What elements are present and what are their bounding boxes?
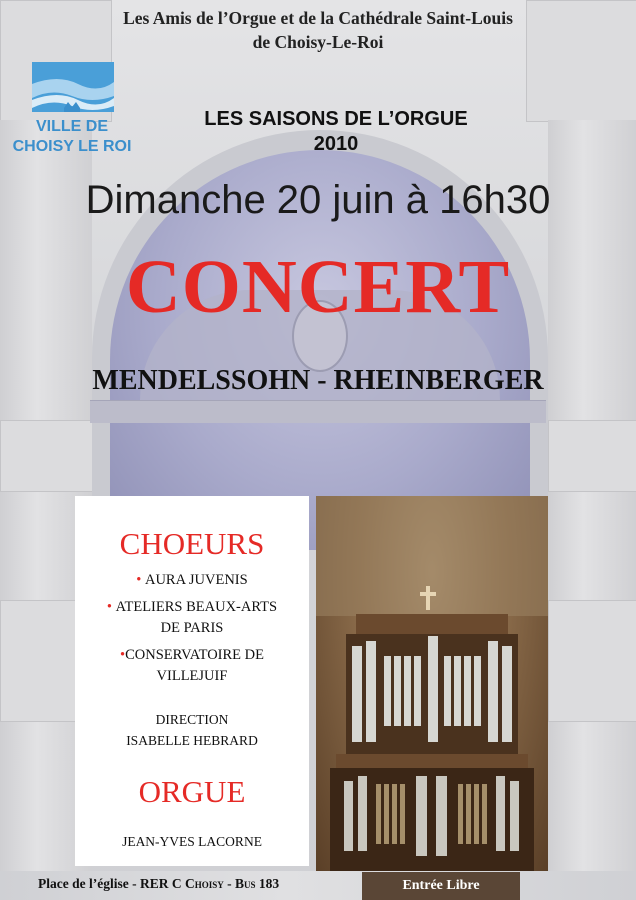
choir-item bbox=[75, 599, 309, 616]
bullet-icon: • bbox=[106, 599, 112, 615]
admission-text: Entrée Libre bbox=[402, 878, 480, 893]
logo-text-line1: VILLE DE bbox=[35, 118, 108, 135]
location-prefix: Place de l’église - RER C bbox=[38, 876, 185, 891]
organist-name: JEAN-YVES LACORNE bbox=[122, 834, 262, 849]
facade-stone bbox=[0, 420, 94, 492]
choir-name: CONSERVATOIRE DE bbox=[125, 647, 264, 663]
pipe-organ-image bbox=[316, 496, 548, 871]
director-name: ISABELLE HEBRARD bbox=[126, 733, 258, 748]
concert-date: Dimanche 20 juin à 16h30 bbox=[85, 178, 551, 222]
choir-name: AURA JUVENIS bbox=[144, 572, 248, 588]
choir-item bbox=[75, 572, 309, 589]
bus-line: Bus 183 bbox=[234, 876, 280, 891]
right-pilaster bbox=[548, 120, 636, 900]
location-separator: - bbox=[223, 876, 235, 891]
bullet-icon: • bbox=[136, 572, 142, 588]
composers: MENDELSSOHN - RHEINBERGER bbox=[92, 365, 544, 396]
admission-badge bbox=[362, 872, 520, 900]
choirs-heading: CHOEURS bbox=[119, 526, 265, 561]
choir-item bbox=[75, 647, 309, 664]
organ-heading: ORGUE bbox=[138, 774, 246, 809]
location-info bbox=[38, 876, 279, 892]
season-year: 2010 bbox=[313, 133, 359, 155]
ville-choisy-logo bbox=[8, 60, 136, 172]
door-lintel bbox=[90, 400, 546, 423]
choir-name-continued: DE PARIS bbox=[160, 620, 224, 636]
organization-line-2: de Choisy-Le-Roi bbox=[252, 32, 384, 52]
choir-name: ATELIERS BEAUX-ARTS bbox=[115, 599, 278, 615]
concert-headline: CONCERT bbox=[125, 245, 511, 329]
choir-name-continued: VILLEJUIF bbox=[156, 668, 228, 684]
season-title: LES SAISONS DE L’ORGUE bbox=[204, 108, 468, 130]
organization-line-1: Les Amis de l’Orgue et de la Cathédrale Saint-Louis bbox=[123, 8, 513, 28]
logo-text-line2: CHOISY LE ROI bbox=[12, 138, 132, 155]
facade-stone bbox=[548, 420, 636, 492]
organ-photo bbox=[316, 496, 548, 871]
bullet-icon: • bbox=[120, 647, 126, 663]
direction-label: DIRECTION bbox=[155, 712, 229, 727]
rer-station: Choisy bbox=[184, 876, 224, 891]
facade-stone bbox=[548, 600, 636, 722]
